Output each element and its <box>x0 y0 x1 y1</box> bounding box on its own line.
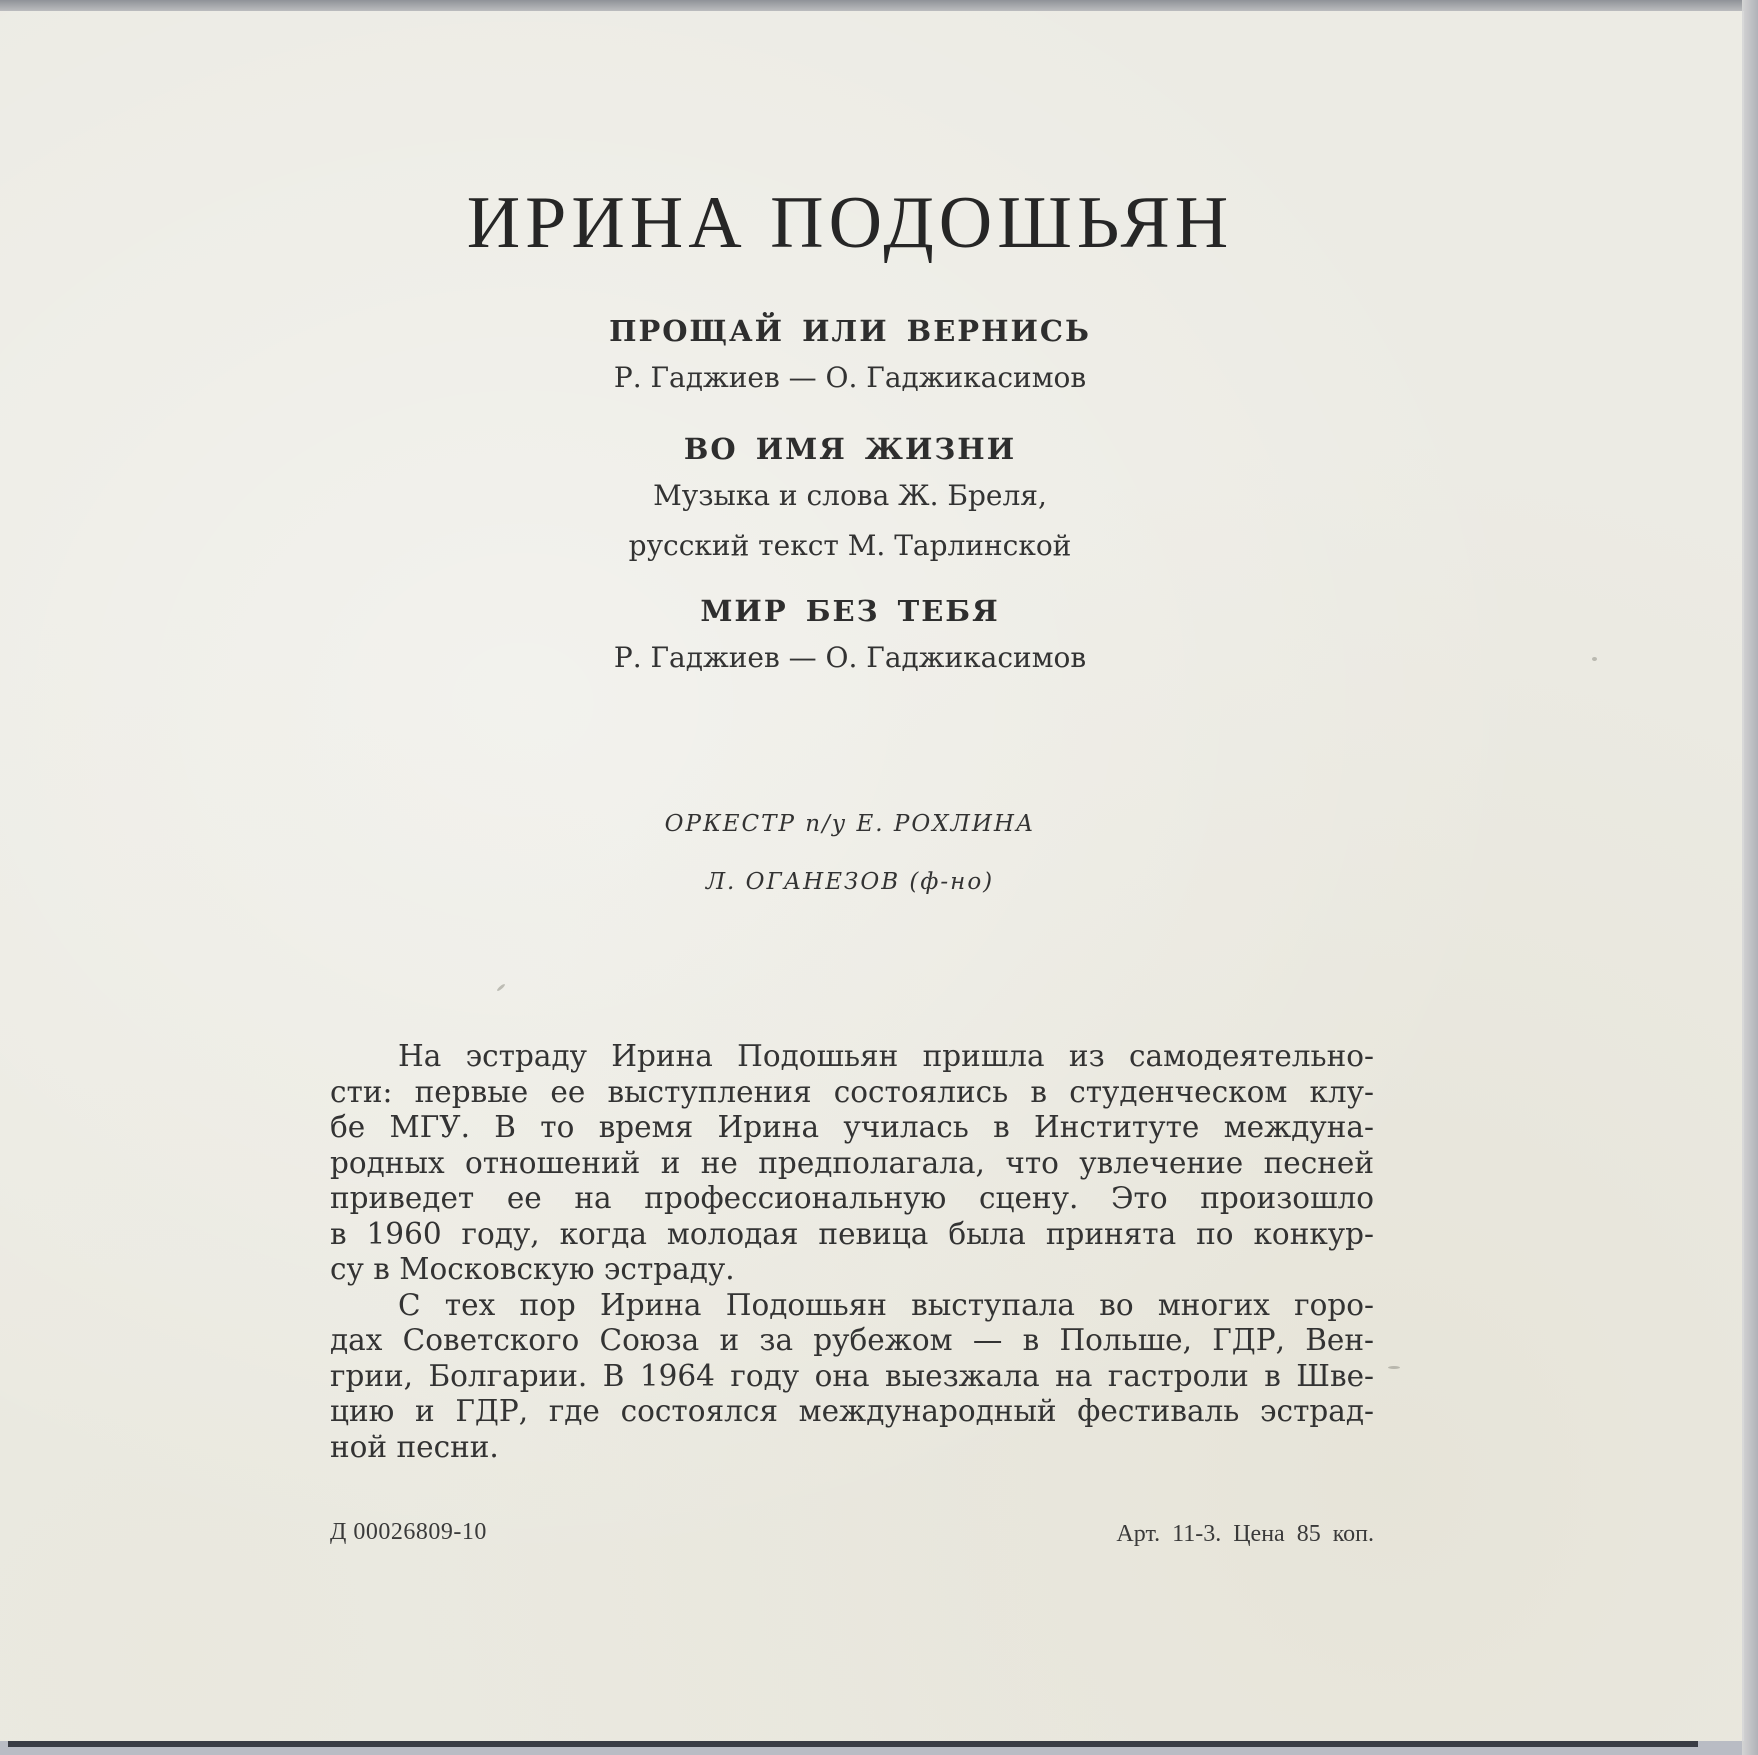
bio-line: су в Московскую эстраду. <box>330 1252 735 1286</box>
track-credit: Р. Гаджиев — О. Гаджикасимов <box>613 361 1087 394</box>
catalog-number: Д 00026809-10 <box>330 1519 487 1545</box>
track-1 <box>0 309 1700 403</box>
orchestra-credit: ОРКЕСТР п/у Е. РОХЛИНА <box>664 811 1036 837</box>
price-label: Арт. 11-3. Цена 85 коп. <box>1116 1521 1374 1547</box>
artist-biography <box>330 1039 1374 1465</box>
sleeve-content <box>0 11 1742 1741</box>
bio-paragraph-1 <box>330 1039 1374 1288</box>
track-title: ПРОЩАЙ ИЛИ ВЕРНИСЬ <box>609 314 1091 348</box>
scan-right-edge <box>1742 0 1758 1755</box>
bio-line: грии, Болгарии. В 1964 году она выезжала на гастроли в Шве- <box>330 1358 1374 1393</box>
paper-blemish <box>496 983 506 992</box>
bio-line: На эстраду Ирина Подошьян пришла из самодеятельно- <box>398 1039 1374 1073</box>
paper-blemish <box>1388 1366 1400 1369</box>
bio-line: цию и ГДР, где состоялся международный фестиваль эстрад- <box>330 1394 1374 1428</box>
bio-line: дах Советского Союза и за рубежом — в Польше, ГДР, Вен- <box>330 1323 1374 1357</box>
piano-credit: Л. ОГАНЕЗОВ (ф-но) <box>705 869 995 895</box>
bio-line: ной песни. <box>330 1429 499 1464</box>
track-credit: Музыка и слова Ж. Бреля, <box>653 479 1047 512</box>
bio-line: бе МГУ. В то время Ирина училась в Институте междуна- <box>330 1110 1374 1144</box>
bio-line: в 1960 году, когда молодая певица была принята по конкур- <box>330 1216 1374 1251</box>
paper-blemish <box>1592 657 1597 661</box>
track-credit: Р. Гаджиев — О. Гаджикасимов <box>613 641 1087 674</box>
scan-bottom-edge <box>8 1741 1698 1747</box>
bio-paragraph-2 <box>330 1288 1374 1466</box>
bio-line: родных отношений и не предполагала, что увлечение песней <box>330 1145 1374 1180</box>
bio-line: сти: первые ее выступления состоялись в студенческом клу- <box>330 1074 1374 1109</box>
track-2 <box>0 427 1700 571</box>
track-title: ВО ИМЯ ЖИЗНИ <box>683 432 1017 466</box>
bio-line: С тех пор Ирина Подошьян выступала во многих горо- <box>398 1287 1374 1322</box>
track-title: МИР БЕЗ ТЕБЯ <box>700 594 1000 628</box>
record-sleeve-back <box>0 11 1744 1741</box>
artist-name: ИРИНА ПОДОШЬЯН <box>466 182 1234 264</box>
bio-line: приведет ее на профессиональную сцену. Это произошло <box>330 1181 1374 1215</box>
track-3 <box>0 589 1700 683</box>
track-credit: русский текст М. Тарлинской <box>628 529 1072 562</box>
